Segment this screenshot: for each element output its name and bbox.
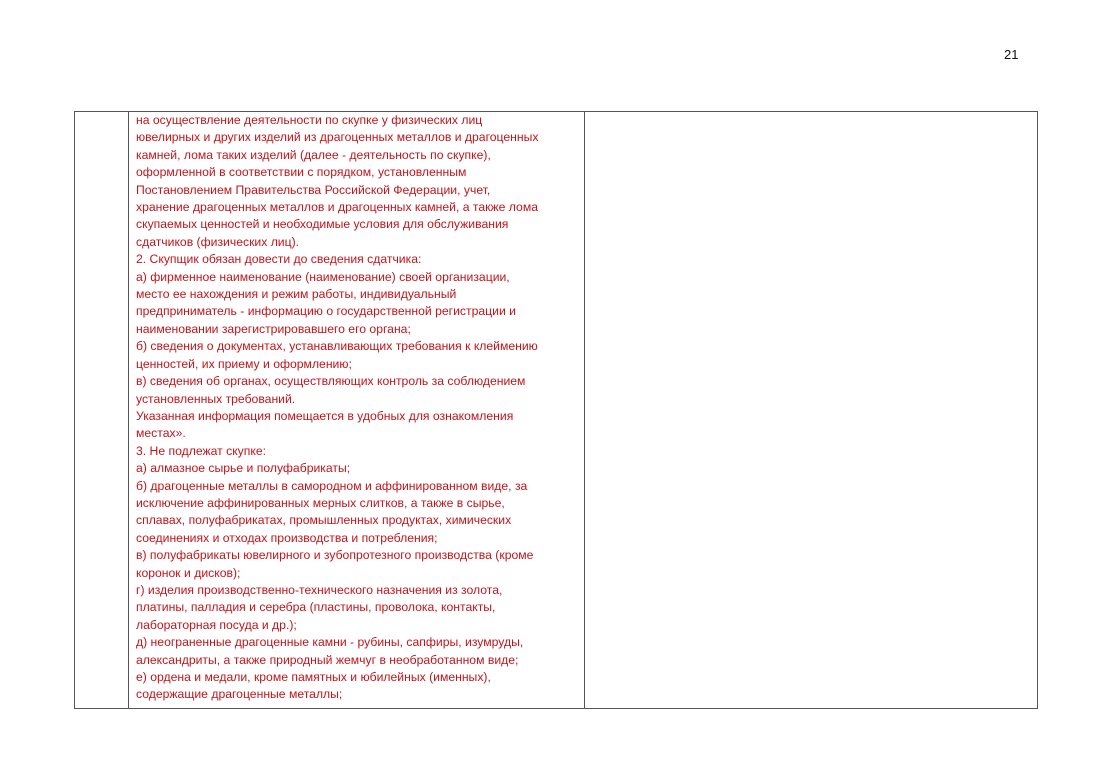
page-number: 21 xyxy=(1004,47,1019,62)
text-line: коронок и дисков); xyxy=(136,565,241,580)
text-line: сплавах, полуфабрикатах, промышленных продуктах, химических xyxy=(136,513,512,528)
text-line: местах». xyxy=(136,426,186,441)
text-line: хранение драгоценных металлов и драгоценных камней, а также лома xyxy=(136,200,538,215)
text-line: б) драгоценные металлы в самородном и аффинированном виде, за xyxy=(136,478,528,493)
text-line: место ее нахождения и режим работы, индивидуальный xyxy=(136,287,457,302)
text-line: предприниматель - информацию о государственной регистрации и xyxy=(136,304,516,319)
text-line: исключение аффинированных мерных слитков, а также в сырье, xyxy=(136,495,505,510)
text-line: в) сведения об органах, осуществляющих контроль за соблюдением xyxy=(136,374,526,389)
text-line: сдатчиков (физических лиц). xyxy=(136,234,300,249)
table-column-comment xyxy=(585,112,1037,708)
text-line: наименовании зарегистрировавшего его органа; xyxy=(136,321,411,336)
text-line: 3. Не подлежат скупке: xyxy=(136,443,267,458)
text-line: установленных требований. xyxy=(136,391,296,406)
text-line: а) фирменное наименование (наименование) своей организации, xyxy=(136,269,510,284)
table-column-number xyxy=(75,112,129,708)
text-line: ценностей, их приему и оформлению; xyxy=(136,356,352,371)
text-line: д) неограненные драгоценные камни - рубины, сапфиры, изумруды, xyxy=(136,635,524,650)
text-line: на осуществление деятельности по скупке у физических лиц xyxy=(136,113,483,127)
text-line: оформленной в соответствии с порядком, установленным xyxy=(136,165,467,180)
text-line: ювелирных и других изделий из драгоценных металлов и драгоценных xyxy=(136,130,539,145)
text-line: г) изделия производственно-технического назначения из золота, xyxy=(136,582,503,597)
text-line: скупаемых ценностей и необходимые условия для обслуживания xyxy=(136,217,509,232)
text-line: б) сведения о документах, устанавливающих требования к клеймению xyxy=(136,339,538,354)
text-line: Указанная информация помещается в удобных для ознакомления xyxy=(136,408,514,423)
text-line: содержащие драгоценные металлы; xyxy=(136,687,343,702)
text-line: е) ордена и медали, кроме памятных и юбилейных (именных), xyxy=(136,670,491,684)
text-line: Постановлением Правительства Российской Федерации, учет, xyxy=(136,182,491,197)
text-line: соединениях и отходах производства и потребления; xyxy=(136,530,438,545)
table-column-text xyxy=(129,112,585,708)
document-table xyxy=(74,111,1038,709)
text-line: александриты, а также природный жемчуг в необработанном виде; xyxy=(136,652,519,667)
text-line: в) полуфабрикаты ювелирного и зубопротезного производства (кроме xyxy=(136,548,534,563)
text-line: 2. Скупщик обязан довести до сведения сдатчика: xyxy=(136,252,422,267)
text-line: лабораторная посуда и др.); xyxy=(136,617,297,632)
text-line: камней, лома таких изделий (далее - деятельность по скупке), xyxy=(136,147,491,162)
text-line: платины, палладия и серебра (пластины, проволока, контакты, xyxy=(136,600,496,615)
text-line: а) алмазное сырье и полуфабрикаты; xyxy=(136,461,351,476)
